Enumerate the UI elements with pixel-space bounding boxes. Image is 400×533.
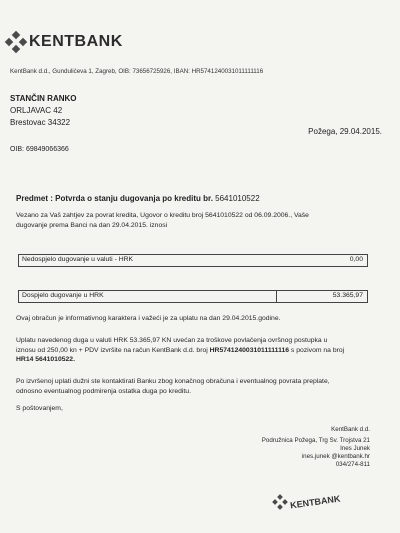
intro-line: dugovanje prema Banci na dan 29.04.2015. iznosi [16,221,168,229]
greeting: S poštovanjem, [16,405,63,412]
recipient-street: ORLJAVAC 42 [10,106,63,115]
company-info-line: KentBank d.d., Gundulićeva 1, Zagreb, OIB: 73656725926, IBAN: HR5741240031011111116 [10,68,264,75]
recipient-oib: OIB: 69849066366 [10,146,69,153]
signature-line: ines.junek @kentbank.hr [301,453,370,460]
intro-line: Vezano za Vaš zahtjev za povrat kredita, Ugovor o kreditu broj 5641010522 od 06.09.2006., Vaše [16,212,309,219]
payment-iban: HR5741240031011111116 [209,346,290,354]
row-label: Dospjelo dugovanje u HRK [22,292,104,299]
subject-number: 5641010522 [215,194,260,203]
recipient-city: Brestovac 34322 [10,118,71,127]
signature-line: Ines Junek [340,445,370,452]
stamp-bank-name: KENTBANK [289,493,341,511]
row-divider [276,291,277,302]
kentbank-diamond-icon [273,495,287,509]
undue-debt-row [18,254,368,267]
due-debt-row [18,290,368,303]
payment-paragraph [16,336,388,365]
letter-subject [16,194,260,203]
payment-reference: HR14 5641010522. [16,356,75,363]
payment-text: s pozivom na broj [289,346,345,354]
signature-line: KentBank d.d. [331,426,370,433]
bank-name: KENTBANK [29,33,123,50]
informative-note: Ovaj obračun je informativnog karaktera i važeći je za uplatu na dan 29.04.2015.godine. [16,315,281,322]
bank-logo [6,30,123,54]
closing-paragraph [16,377,388,396]
signature-line: Podružnica Požega, Trg Sv. Trojstva 21 [261,437,370,444]
bank-stamp [273,495,341,509]
row-value: 53.365,97 [332,292,363,299]
closing-line: odnosno eventualnog podmirenja ostatka duga po kreditu. [16,387,191,395]
closing-line: Po izvršenoj uplati dužni ste kontaktirati Banku zbog konačnog obračuna i eventualnog povrata preplate, [16,378,330,385]
recipient-name: STANČIN RANKO [10,94,77,103]
kentbank-diamond-icon [6,32,26,52]
letter-date: Požega, 29.04.2015. [308,127,382,136]
intro-paragraph [16,211,388,230]
signature-block [262,426,370,469]
signature-line: 034/274-811 [335,461,370,468]
payment-text: iznosu od 250,00 kn + PDV izvršite na račun KentBank d.d. broj [16,346,210,354]
row-value: 0,00 [349,256,363,263]
payment-line: Uplatu navedenog duga u valuti HRK 53.365,97 KN uvećan za troškove povlačenja ovršnog postupka u [16,337,328,344]
row-label: Nedospjelo dugovanje u valuti - HRK [22,256,134,263]
payment-line [16,346,388,356]
subject-label: Predmet : Potvrda o stanju dugovanja po kreditu br. [16,194,213,203]
